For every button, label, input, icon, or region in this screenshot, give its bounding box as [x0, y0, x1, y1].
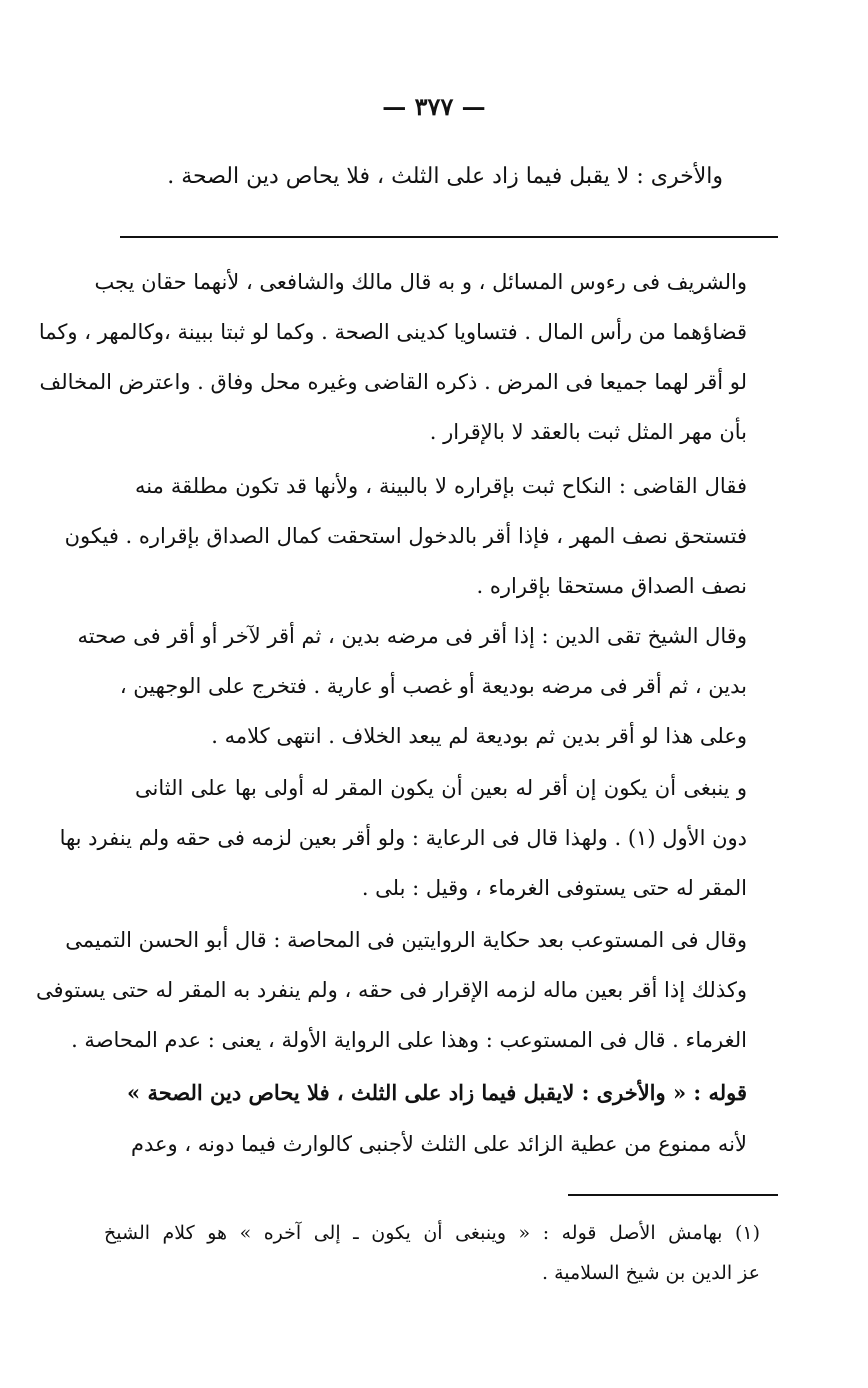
body-line-3: لو أقر لهما جميعا فى المرض . ذكره القاضى وغيره محل وفاق . واعترض المخالف	[39, 370, 747, 394]
body-line-1: والشريف فى رءوس المسائل ، و به قال مالك والشافعى ، لأنهما حقان يجب	[94, 270, 747, 294]
matn-line: والأخرى : لا يقبل فيما زاد على الثلث ، فلا يحاص دين الصحة .	[167, 164, 723, 189]
body-line-11: و ينبغى أن يكون إن أقر له بعين أن يكون المقر له أولى بها على الثانى	[135, 776, 747, 800]
body-line-18: لأنه ممنوع من عطية الزائد على الثلث لأجنبى كالوارث فيما دونه ، وعدم	[130, 1132, 747, 1156]
body-line-13: المقر له حتى يستوفى الغرماء ، وقيل : بلى .	[361, 876, 747, 900]
body-line-7: نصف الصداق مستحقا بإقراره .	[476, 574, 747, 598]
body-line-2: قضاؤهما من رأس المال . فتساويا كدينى الصحة . وكما لو ثبتا ببينة ،وكالمهر ، وكما	[38, 320, 747, 344]
body-line-16: الغرماء . قال فى المستوعب : وهذا على الرواية الأولة ، يعنى : عدم المحاصة .	[71, 1028, 747, 1052]
footnote-line-1: (١) بهامش الأصل قوله : « وينبغى أن يكون ـ إلى آخره » هو كلام الشيخ	[104, 1222, 760, 1244]
body-line-14: وقال فى المستوعب بعد حكاية الروايتين فى المحاصة : قال أبو الحسن التميمى	[65, 928, 747, 952]
body-line-6: فتستحق نصف المهر ، فإذا أقر بالدخول استحقت كمال الصداق بإقراره . فيكون	[64, 524, 747, 548]
body-line-5: فقال القاضى : النكاح ثبت بإقراره لا بالبينة ، ولأنها قد تكون مطلقة منه	[135, 474, 747, 498]
body-line-4: بأن مهر المثل ثبت بالعقد لا بالإقرار .	[429, 420, 747, 444]
footnote-separator	[568, 1194, 778, 1196]
body-line-8: وقال الشيخ تقى الدين : إذا أقر فى مرضه بدين ، ثم أقر لآخر أو أقر فى صحته	[77, 624, 747, 648]
body-line-9: بدين ، ثم أقر فى مرضه بوديعة أو غصب أو عارية . فتخرج على الوجهين ،	[119, 674, 747, 698]
separator-rule	[120, 236, 778, 238]
body-line-10: وعلى هذا لو أقر بدين ثم بوديعة لم يبعد الخلاف . انتهى كلامه .	[211, 724, 747, 748]
body-line-12: دون الأول (١) . ولهذا قال فى الرعاية : ولو أقر بعين لزمه فى حقه ولم ينفرد بها	[59, 826, 747, 850]
footnote-line-2: عز الدين بن شيخ السلامية .	[542, 1262, 760, 1284]
body-line-15: وكذلك إذا أقر بعين ماله لزمه الإقرار فى حقه ، ولم ينفرد به المقر له حتى يستوفى	[36, 978, 747, 1002]
page-number: — ٣٧٧ —	[382, 92, 486, 121]
body-line-17-quote: قوله : « والأخرى : لايقبل فيما زاد على الثلث ، فلا يحاص دين الصحة »	[127, 1080, 747, 1105]
